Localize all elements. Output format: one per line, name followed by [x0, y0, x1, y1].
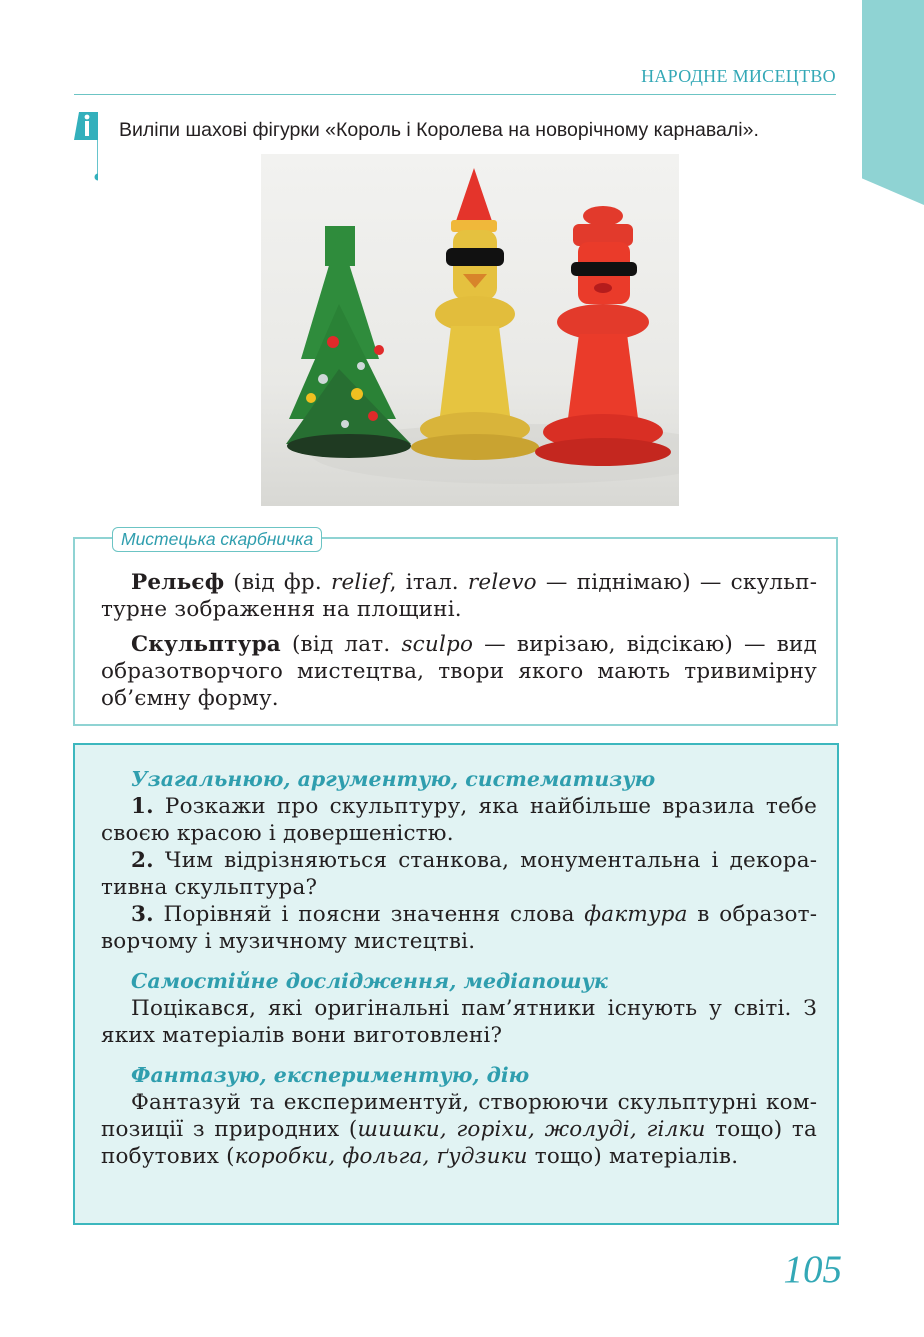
relief-term: Рельєф: [131, 570, 225, 595]
questions-box: [73, 743, 839, 1225]
question-number: 3.: [131, 902, 154, 927]
treasury-content: [101, 569, 817, 712]
question-text: Чим відрізняються станкова, монументальна і декоративна скульптура?: [101, 848, 817, 900]
fantasy-text-part: Фантазуй та експериментуй, створюючи скульптурні композиції з природних (: [101, 1090, 817, 1142]
definition-text: (від фр.: [224, 570, 331, 595]
chess-figures-photo: [261, 154, 679, 506]
research-text: Поцікався, які оригінальні пам’ятники існують у світі. З яких матеріалів вони виготовлені?: [101, 996, 817, 1048]
sculpture-term: Скульптура: [131, 632, 281, 657]
question-text: Розкажи про скульптуру, яка найбільше вразила тебе своєю красою і довершеністю.: [101, 794, 817, 846]
foreign-word: relief: [330, 570, 390, 595]
question-3: [101, 901, 817, 955]
household-materials: коробки, фольга, ґудзики: [234, 1144, 528, 1169]
section-title: НАРОДНЕ МИСЕЦТВО: [641, 66, 836, 86]
sculpture-definition: [101, 631, 817, 712]
question-text: в образотворчому і музичному мистецтві.: [101, 902, 817, 954]
fantasy-text-part: тощо) матеріалів.: [527, 1144, 739, 1169]
definition-text: — вирізаю, відсікаю) — вид образотворчого мистецтва, твори якого мають тривимірну об’ємну форму.: [101, 632, 817, 711]
relief-definition: [101, 569, 817, 623]
definition-text: (від лат.: [280, 632, 402, 657]
page-number: 105: [783, 1248, 842, 1291]
question-number: 1.: [131, 794, 154, 819]
natural-materials: шишки, горіхи, жолуді, гілки: [357, 1117, 706, 1142]
generalize-heading: Узагальнюю, аргументую, систематизую: [131, 767, 656, 791]
definition-text: , італ.: [389, 570, 468, 595]
question-2: [101, 847, 817, 901]
fantasy-text: [101, 1089, 817, 1170]
art-treasury-box: [73, 529, 838, 726]
task-instruction: Виліпи шахові фігурки «Король і Королева на новорічному карнавалі».: [119, 119, 759, 141]
fantasy-heading: Фантазую, експериментую, дію: [131, 1063, 530, 1087]
page-header: [74, 62, 836, 95]
questions-content: [101, 765, 817, 1170]
emphasized-word: фактура: [584, 902, 688, 927]
question-1: [101, 793, 817, 847]
research-heading: Самостійне дослідження, медіапошук: [131, 969, 608, 993]
treasury-label: Мистецька скарбничка: [112, 527, 322, 552]
definition-text: — піднімаю) — скульптурне зображення на площині.: [101, 570, 817, 622]
fantasy-text-part: тощо) та побутових (: [101, 1117, 817, 1169]
question-text: Порівняй і поясни значення слова: [153, 902, 585, 927]
foreign-word: sculpo: [401, 632, 474, 657]
clay-modeling-task-icon: [74, 112, 98, 184]
foreign-word: relevo: [467, 570, 537, 595]
question-number: 2.: [131, 848, 154, 873]
page-corner-tab: [862, 0, 924, 205]
